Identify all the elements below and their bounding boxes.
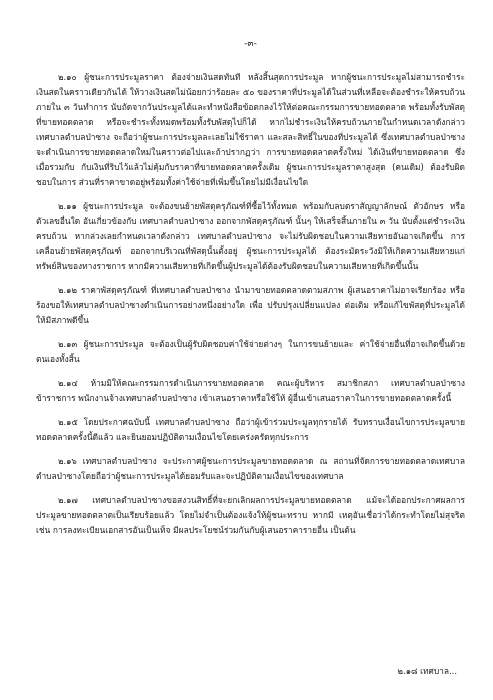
clause-2-10: ๒.๑๐ ผู้ชนะการประมูลราคา ต้องจ่ายเงินสดทันที หลังสิ้นสุดการประมูล หากผู้ชนะการประมูลไม่สามารถชำระเงินสดในคราวเดียวกันได้ ให้วางเงินสดไม่น้อยกว่าร้อยละ ๕๐ ของราคาที่ประมูลได้ในส่วนที่เหลือจะต้องชำระให้ครบถ้วนภายใน ๓ วันทำการ นับถัดจากวันประมูลได้และทำหนังสือข้อตกลงไว้ให้ต่อคณะกรรมการขายทอดตลาด พร้อมทั้งรับพัสดุที่ขายทอดตลาด หรือจะชำระทั้งหมดพร้อมทั้งรับพัสดุไปก็ได้ หากไม่ชำระเงินให้ครบถ้วนภายในกำหนดเวลาดังกล่าว เทศบาลตำบลป่าซาง จะถือว่าผู้ชนะการประมูลละเลยไม่ใช้ราคา และสละสิทธิ์ในของที่ประมูลได้ ซึ่งเทศบาลตำบลป่าซางจะดำเนินการขายทอดตลาดใหม่ในคราวต่อไปและถ้าปรากฏว่า การขายทอดตลาดครั้งใหม่ ได้เงินที่ขายทอดตลาด ซึ่งเมื่อรวมกับ กับเงินที่ริบไว้แล้วไม่คุ้มกับราคาที่ขายทอดตลาดครั้งเดิม ผู้ชนะการประมูลราคาสูงสุด (คนเดิม) ต้องรับผิดชอบในการ ส่วนที่ราคาขาดอยู่พร้อมทั้งค่าใช้จ่ายที่เพิ่มขึ้นโดยไม่มีเงื่อนไขใด: [36, 72, 465, 187]
clause-2-13: ๒.๑๓ ผู้ชนะการประมูล จะต้องเป็นผู้รับผิดชอบค่าใช้จ่ายต่างๆ ในการขนย้ายและ ค่าใช้จ่ายอื่นที่อาจเกิดขึ้นด้วยตนเองทั้งสิ้น: [36, 339, 465, 364]
clause-2-16: ๒.๑๖ เทศบาลตำบลป่าซาง จะประกาศผู้ชนะการประมูลขายทอดตลาด ณ สถานที่จัดการขายทอดตลาดเทศบาลตำบลป่าซางโดยถือว่าผู้ชนะการประมูลได้ยอมรับและจะปฏิบัติตามเงื่อนไขของเทศบาล: [36, 456, 465, 481]
clause-2-14: ๒.๑๔ ห้ามมิให้คณะกรรมการดำเนินการขายทอดตลาด คณะผู้บริหาร สมาชิกสภา เทศบาลตำบลป่าซาง ข้าราชการ พนักงานจ้างเทศบาลตำบลป่าซาง เข้าเสนอราคาหรือใช้ให้ ผู้อื่นเข้าเสนอราคาในการขายทอดตลาดครั้งนี้: [36, 378, 465, 403]
clause-2-11: ๒.๑๑ ผู้ชนะการประมูล จะต้องขนย้ายพัสดุครุภัณฑ์ที่ซื้อไว้ทั้งหมด พร้อมกับลบตราสัญญาลักษณ์ ตัวอักษร หรือตัวเลขอื่นใด อันเกี่ยวข้องกับ เทศบาลตำบลป่าซาง ออกจากพัสดุครุภัณฑ์ นั้นๆ ให้เสร็จสิ้นภายใน ๓ วัน นับตั้งแต่ชำระเงินครบถ้วน หากล่วงเลยกำหนดเวลาดังกล่าว เทศบาลตำบลป่าซาง จะไม่รับผิดชอบในความเสียหายอันอาจเกิดขึ้น การเคลื่อนย้ายพัสดุครุภัณฑ์ ออกจากบริเวณที่พัสดุนั้นตั้งอยู่ ผู้ชนะการประมูลได้ ต้องระมัดระวังมิให้เกิดความเสียหายแก่ทรัพย์สินของทางราชการ หากมีความเสียหายที่เกิดขึ้นผู้ประมูลได้ต้องรับผิดชอบในความเสียหายที่เกิดขึ้นนั้น: [36, 201, 465, 271]
continuation-marker: ๒.๑๘ เทศบาล...: [397, 666, 457, 676]
clause-2-15: ๒.๑๕ โดยประกาศฉบับนี้ เทศบาลตำบลป่าซาง ถือว่าผู้เข้าร่วมประมูลทุกรายได้ รับทราบเงื่อนไขการประมูลขายทอดตลาดครั้งนี้ดีแล้ว และยินยอมปฏิบัติตามเงื่อนไขโดยเคร่งครัดทุกประการ: [36, 417, 465, 442]
page-number: -๓-: [244, 39, 257, 49]
clause-2-17: ๒.๑๗ เทศบาลตำบลป่าซางขอสงวนสิทธิ์ที่จะยกเลิกผลการประมูลขายทอดตลาด แม้จะได้ออกประกาศผลการประมูลขายทอดตลาดเป็นเรียบร้อยแล้ว โดยไม่จำเป็นต้องแจ้งให้ผู้ชนะทราบ หากมี เหตุอันเชื่อว่าได้กระทำโดยไม่สุจริต เช่น การลงทะเบียนเอกสารอันเป็นเท็จ มีผลประโยชน์ร่วมกันกับผู้เสนอราคารายอื่น เป็นต้น: [36, 495, 465, 535]
clause-2-12: ๒.๑๒ ราคาพัสดุครุภัณฑ์ ที่เทศบาลตำบลป่าซาง นำมาขายทอดตลาดตามสภาพ ผู้เสนอราคาไม่อาจเรียกร้อง หรือร้องขอให้เทศบาลตำบลป่าซางดำเนินการอย่างหนึ่งอย่างใด เพื่อ ปรับปรุงเปลี่ยนแปลง ต่อเติม หรือแก้ไขพัสดุที่ประมูลได้ให้มีสภาพดีขึ้น: [36, 285, 465, 325]
